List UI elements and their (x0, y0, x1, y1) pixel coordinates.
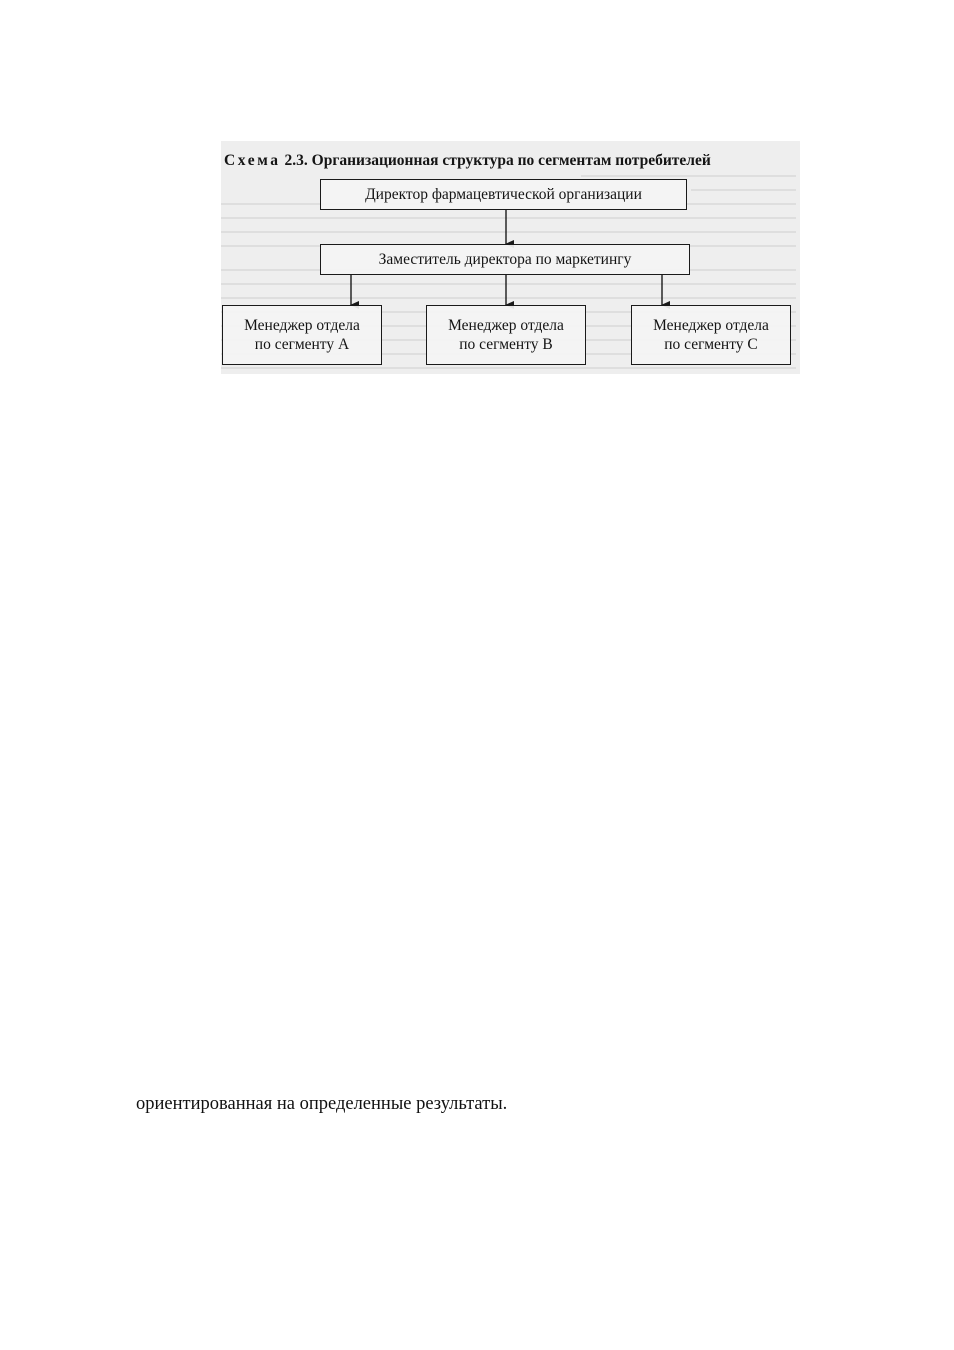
org-structure-figure (221, 141, 800, 374)
manager-box-a (222, 305, 382, 365)
manager-box-b (426, 305, 586, 365)
director-label: Директор фармацевтической организации (365, 186, 642, 203)
deputy-box (320, 244, 690, 275)
manager-a-line2: по сегменту А (254, 336, 350, 353)
manager-a-line1: Менеджер отдела (244, 317, 360, 334)
body-paragraph-fragment: ориентированная на определенные результаты. (136, 1094, 508, 1114)
director-box (320, 179, 687, 210)
manager-c-line2: по сегменту С (664, 336, 758, 353)
manager-box-c (631, 305, 791, 365)
manager-b-line2: по сегменту В (459, 336, 553, 353)
caption-prefix: Схема (224, 152, 281, 169)
manager-c-line1: Менеджер отдела (653, 317, 769, 334)
caption-title: 2.3. Организационная структура по сегментам потребителей (284, 152, 711, 169)
figure-caption (224, 152, 711, 170)
deputy-label: Заместитель директора по маркетингу (378, 251, 632, 268)
manager-b-line1: Менеджер отдела (448, 317, 564, 334)
